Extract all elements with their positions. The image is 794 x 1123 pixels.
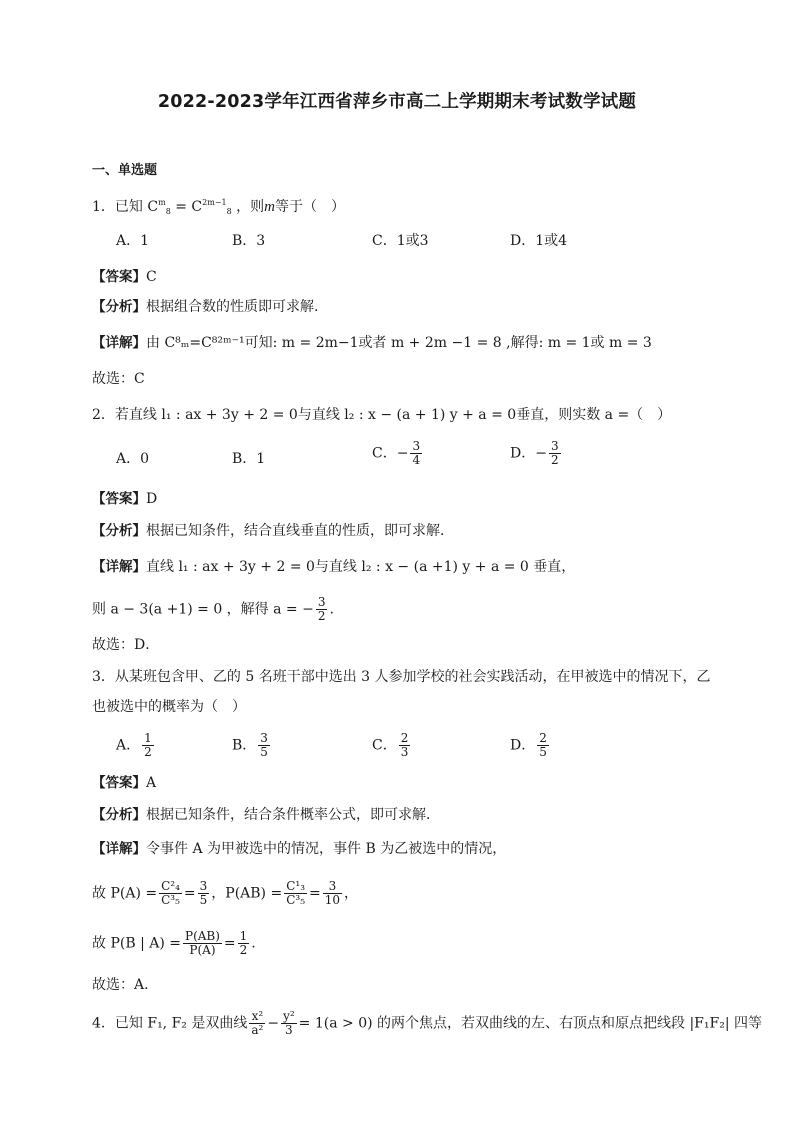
q1-answer: 【答案】C: [92, 269, 157, 285]
question-3-stem-line2: 也被选中的概率为（ ）: [92, 699, 246, 715]
q1-variable: m: [264, 199, 275, 215]
q3-option-b: B． $\frac{3}{5}$: [232, 731, 268, 759]
q1-combination-left: $C^m_8$: [147, 198, 171, 216]
q1-tail: 等于（ ）: [275, 199, 345, 215]
q3-analysis: 【分析】根据已知条件，结合条件概率公式，即可求解．: [92, 807, 440, 823]
q1-conclusion: 故选：C: [92, 371, 145, 387]
q1-combination-right: = $C^{2m-1}_8$: [175, 198, 232, 216]
q1-option-a: A．1: [116, 233, 150, 249]
q2-answer: 【答案】D: [92, 491, 158, 507]
q3-conclusion: 故选：A．: [92, 977, 159, 993]
q1-option-c: C．1或3: [372, 233, 429, 249]
q3-answer: 【答案】A: [92, 775, 157, 791]
q1-analysis: 【分析】根据组合数的性质即可求解.: [92, 299, 319, 315]
q3-probability-a: 故 P(A) = $\frac{\text{C²₄}}{\text{C³₅}}$ = $\frac{3}{5}$ ，P(AB) = $\frac{\text{C¹₃}}{\text{C³₅}}$ = $\frac{3}{10}$ ，: [92, 879, 359, 907]
q1-number: 1．已知: [92, 199, 143, 215]
q3-conditional-probability: 故 P(B | A) = $\frac{P(AB)}{P(A)}$ = $\frac{1}{2}$ .: [92, 929, 256, 957]
q1-option-b: B．3: [232, 233, 266, 249]
question-4-stem: 4．已知 F₁, F₂ 是双曲线 $\frac{\text{x²}}{\text{a²}}$ − $\frac{\text{y²}}{3}$ = 1(a > 0) 的两个焦点，若双曲线的左、右顶点和原点把线段 |F₁F₂| 四等: [92, 1009, 763, 1037]
q3-detail: 【详解】令事件 A 为甲被选中的情况，事件 B 为乙被选中的情况，: [92, 841, 507, 857]
section-heading: 一、单选题: [92, 163, 158, 178]
q1-option-d: D．1或4: [510, 233, 568, 249]
q3-option-d: D． $\frac{2}{5}$: [510, 731, 547, 759]
q3-option-a: A． $\frac{1}{2}$: [116, 731, 152, 759]
q2-option-a: A．0: [116, 451, 150, 467]
q2-option-d: D．− $\frac{3}{2}$: [510, 439, 559, 467]
q2-detail: 【详解】直线 l₁ : ax + 3y + 2 = 0与直线 l₂ : x − (a +1) y + a = 0 垂直，: [92, 559, 576, 575]
q2-option-c: C．− $\frac{3}{4}$: [372, 439, 421, 467]
q2-detail-solution: 则 a − 3(a +1) = 0 ，解得 a = − $\frac{3}{2}$ .: [92, 595, 334, 623]
question-2-stem: 2．若直线 l₁ : ax + 3y + 2 = 0与直线 l₂ : x − (a + 1) y + a = 0垂直，则实数 a =（ ）: [92, 407, 672, 423]
question-3-stem-line1: 3．从某班包含甲、乙的 5 名班干部中选出 3 人参加学校的社会实践活动，在甲被选中的情况下，乙: [92, 669, 711, 685]
q1-detail: 【详解】由 C⁸ₘ=C⁸²ᵐ⁻¹可知: m = 2m−1或者 m + 2m −1 = 8 ,解得: m = 1或 m = 3: [92, 335, 652, 351]
q2-option-b: B．1: [232, 451, 266, 467]
q3-option-c: C． $\frac{2}{3}$: [372, 731, 409, 759]
page-title: 2022-2023学年江西省萍乡市高二上学期期末考试数学试题: [157, 92, 637, 112]
q2-analysis: 【分析】根据已知条件，结合直线垂直的性质，即可求解．: [92, 523, 454, 539]
q1-text: ，则: [236, 199, 265, 215]
q2-conclusion: 故选：D．: [92, 637, 160, 653]
question-1-stem: [92, 194, 345, 221]
